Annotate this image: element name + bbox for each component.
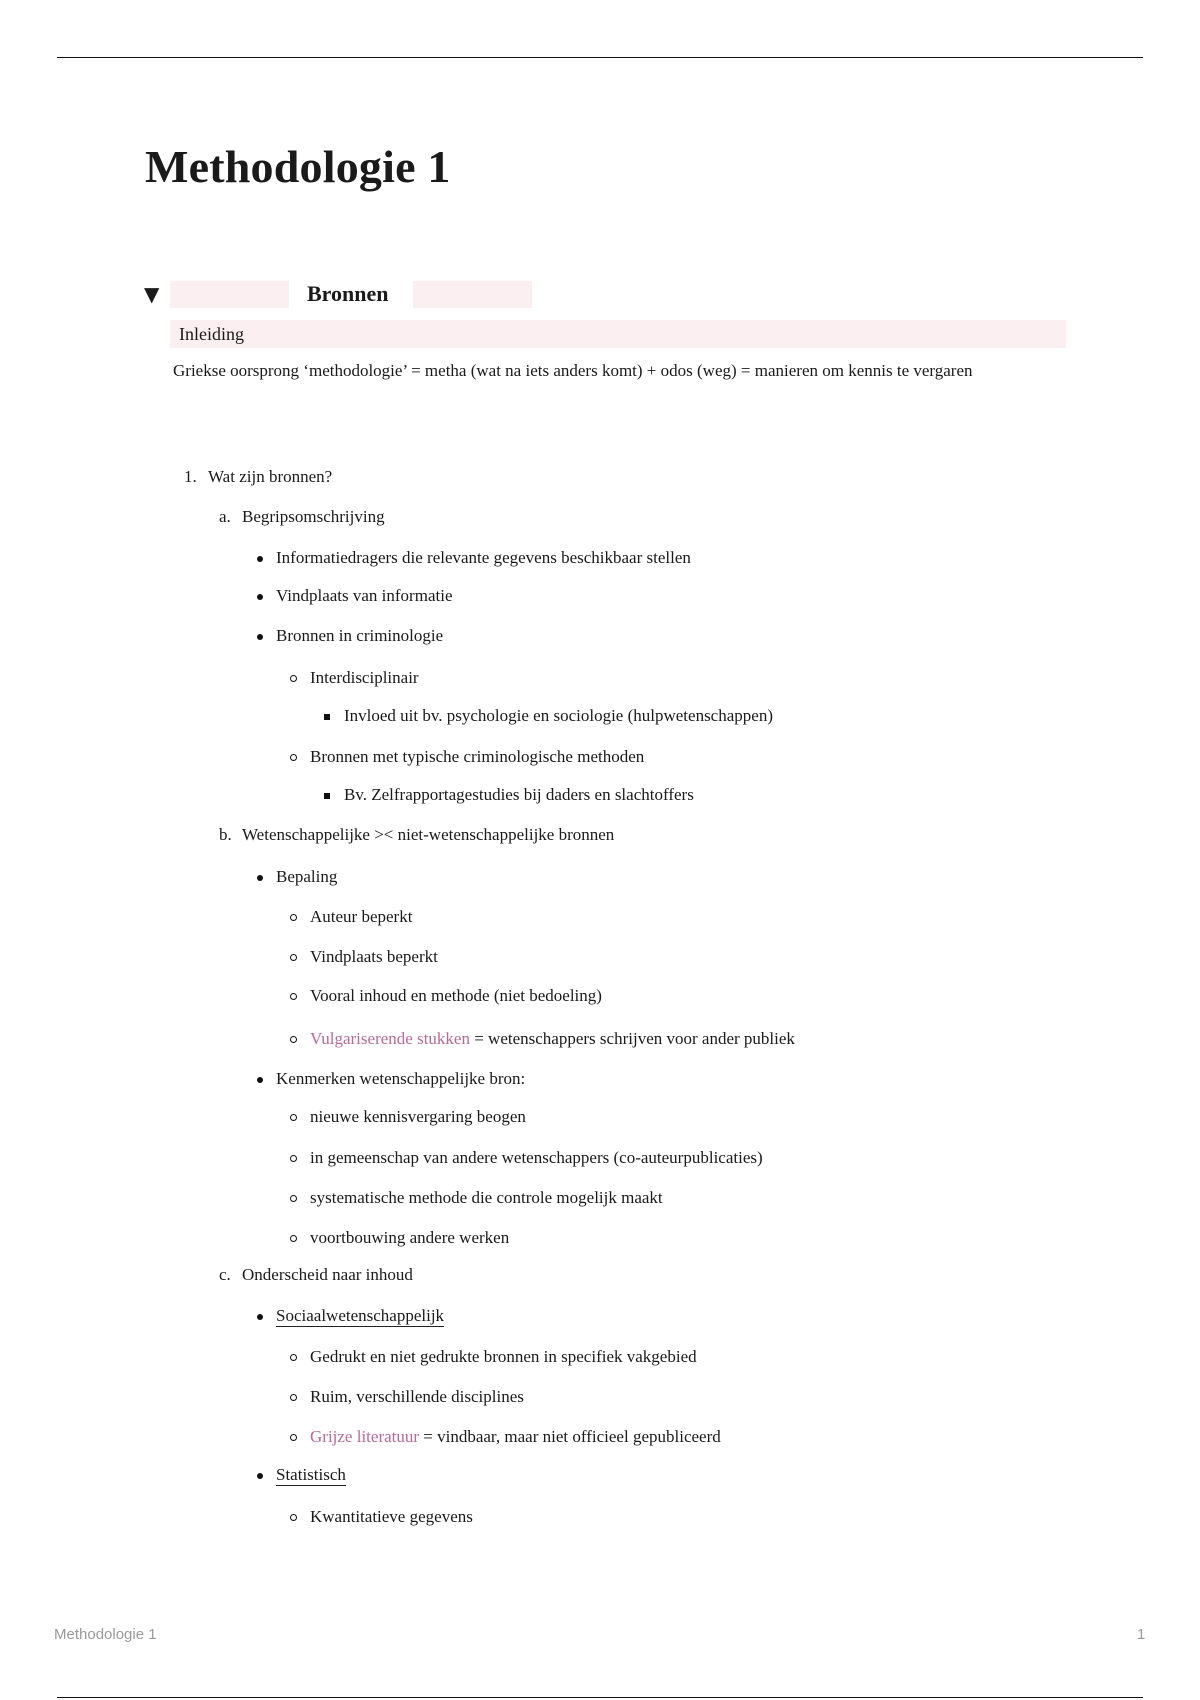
bullet-disc-icon [257, 556, 263, 562]
heading-highlight-right [413, 281, 532, 308]
section-heading[interactable]: Bronnen [307, 281, 389, 306]
list-item: Wetenschappelijke >< niet-wetenschappelijke bronnen [242, 825, 615, 844]
term-definition: = wetenschappers schrijven voor ander publiek [469, 1029, 795, 1048]
list-item: Onderscheid naar inhoud [242, 1265, 413, 1284]
bullet-circle-icon [290, 993, 297, 1000]
intro-paragraph: Griekse oorsprong ‘methodologie’ = metha (wat na iets anders komt) + odos (weg) = manieren om kennis te vergaren [173, 361, 973, 380]
list-item: Ruim, verschillende disciplines [310, 1387, 524, 1406]
list-item: Bepaling [276, 867, 338, 886]
list-number: 1. [184, 467, 197, 486]
list-item: systematische methode die controle mogelijk maakt [310, 1188, 663, 1207]
list-item [310, 1425, 721, 1449]
term-highlight: Grijze literatuur [310, 1427, 420, 1446]
list-item: Gedrukt en niet gedrukte bronnen in specifiek vakgebied [310, 1347, 697, 1366]
list-item [276, 1463, 346, 1487]
term-highlight: Vulgariserende stukken [310, 1029, 470, 1048]
list-item: Invloed uit bv. psychologie en sociologie (hulpwetenschappen) [344, 706, 773, 725]
list-letter: a. [219, 507, 231, 526]
bullet-square-icon [324, 793, 330, 799]
list-item [276, 1304, 444, 1328]
bullet-circle-icon [290, 1514, 297, 1521]
bullet-circle-icon [290, 1114, 297, 1121]
list-item: Vooral inhoud en methode (niet bedoeling) [310, 986, 602, 1005]
bullet-circle-icon [290, 1155, 297, 1162]
list-letter: c. [219, 1265, 231, 1284]
bullet-disc-icon [257, 875, 263, 881]
callout-block [170, 320, 1066, 348]
bullet-circle-icon [290, 675, 297, 682]
page-number: 1 [1137, 1626, 1146, 1643]
list-item: in gemeenschap van andere wetenschappers (co-auteurpublicaties) [310, 1148, 763, 1167]
list-item: voortbouwing andere werken [310, 1228, 510, 1247]
bullet-circle-icon [290, 1394, 297, 1401]
bottom-rule [57, 1697, 1143, 1698]
list-item: Vindplaats van informatie [276, 586, 453, 605]
callout-text: Inleiding [179, 324, 244, 344]
bullet-disc-icon [257, 1473, 263, 1479]
bullet-circle-icon [290, 1354, 297, 1361]
list-item: Auteur beperkt [310, 907, 413, 926]
bullet-square-icon [324, 714, 330, 720]
document-title: Methodologie 1 [145, 141, 451, 192]
heading-highlight-left [170, 281, 289, 308]
bullet-disc-icon [257, 1077, 263, 1083]
bullet-disc-icon [257, 594, 263, 600]
top-rule [57, 57, 1143, 58]
list-item: Begripsomschrijving [242, 507, 385, 526]
bullet-circle-icon [290, 914, 297, 921]
list-item [310, 1027, 795, 1051]
footer-title: Methodologie 1 [54, 1626, 157, 1643]
list-item: Bronnen in criminologie [276, 626, 444, 645]
bullet-circle-icon [290, 754, 297, 761]
bullet-circle-icon [290, 1195, 297, 1202]
bullet-disc-icon [257, 634, 263, 640]
toggle-triangle-icon[interactable]: ▼ [144, 282, 160, 306]
underlined-heading: Sociaalwetenschappelijk [276, 1306, 445, 1325]
bullet-circle-icon [290, 954, 297, 961]
list-item: Bronnen met typische criminologische methoden [310, 747, 645, 766]
bullet-circle-icon [290, 1036, 297, 1043]
list-item: Bv. Zelfrapportagestudies bij daders en slachtoffers [344, 785, 694, 804]
bullet-circle-icon [290, 1434, 297, 1441]
list-item: Kwantitatieve gegevens [310, 1507, 473, 1526]
list-item: Wat zijn bronnen? [208, 467, 333, 486]
term-definition: = vindbaar, maar niet officieel gepubliceerd [419, 1427, 721, 1446]
list-item: Informatiedragers die relevante gegevens beschikbaar stellen [276, 548, 691, 567]
list-item: nieuwe kennisvergaring beogen [310, 1107, 526, 1126]
bullet-circle-icon [290, 1235, 297, 1242]
bullet-disc-icon [257, 1314, 263, 1320]
list-item: Interdisciplinair [310, 668, 419, 687]
underlined-heading: Statistisch [276, 1465, 346, 1484]
list-item: Vindplaats beperkt [310, 947, 438, 966]
list-item: Kenmerken wetenschappelijke bron: [276, 1069, 526, 1088]
list-letter: b. [219, 825, 232, 844]
